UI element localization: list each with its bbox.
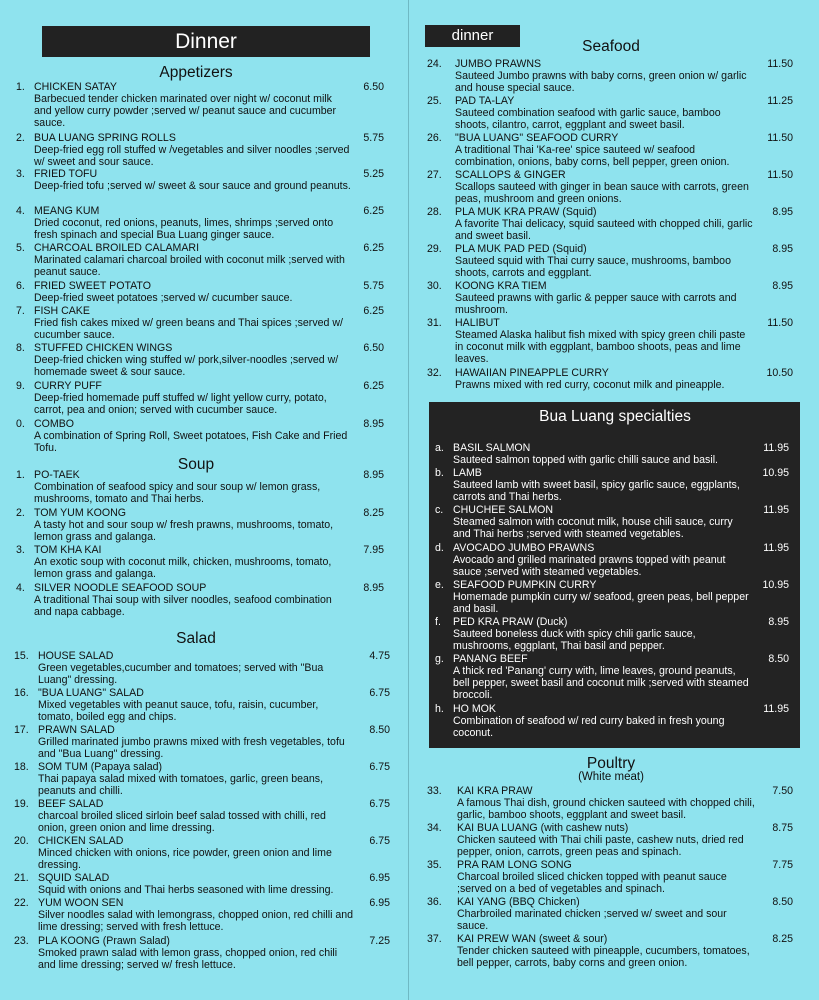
menu-item-price: 11.95 [763, 542, 789, 554]
menu-item [435, 542, 789, 578]
menu-item-name: KAI KRA PRAW [457, 785, 533, 797]
menu-item [14, 897, 390, 933]
menu-item-number: 5. [16, 242, 25, 254]
menu-item-name: KAI BUA LUANG (with cashew nuts) [457, 822, 629, 834]
menu-item-price: 8.95 [772, 280, 793, 292]
menu-item [16, 469, 384, 505]
menu-item-description: Steamed Alaska halibut fish mixed with spicy green chili paste in coconut milk with eggplant, bamboo shoots, peas and lime leaves. [455, 329, 746, 366]
menu-item-name: SEAFOOD PUMPKIN CURRY [453, 579, 597, 591]
menu-item [14, 761, 390, 797]
menu-item-number: 22. [14, 897, 29, 909]
menu-item-name: "BUA LUANG" SEAFOOD CURRY [455, 132, 619, 144]
menu-item-number: c. [435, 504, 444, 516]
menu-item-name: CHICKEN SATAY [34, 81, 117, 93]
menu-item-description: A combination of Spring Roll, Sweet potatoes, Fish Cake and Fried Tofu. [34, 430, 348, 455]
menu-item-price: 5.75 [363, 132, 384, 144]
menu-item-number: 27. [427, 169, 442, 181]
menu-item [427, 280, 793, 316]
menu-item-name: KOONG KRA TIEM [455, 280, 547, 292]
section-title-seafood: Seafood [582, 38, 640, 55]
menu-item-name: BEEF SALAD [38, 798, 104, 810]
menu-item [16, 418, 384, 454]
menu-item-description: Thai papaya salad mixed with tomatoes, garlic, green beans, peanuts and chilli. [38, 773, 324, 798]
specialties-box [429, 402, 800, 748]
menu-item [427, 132, 793, 168]
menu-item-description: Prawns mixed with red curry, coconut milk and pineapple. [455, 379, 725, 391]
menu-item-description: Mixed vegetables with peanut sauce, tofu, raisin, cucumber, tomato, boiled egg and chips. [38, 699, 319, 724]
menu-item [427, 859, 793, 895]
menu-item-price: 11.95 [763, 442, 789, 454]
menu-item [14, 687, 390, 723]
section-title-salad: Salad [176, 630, 216, 647]
menu-item-number: 3. [16, 544, 25, 556]
menu-item-description: Green vegetables,cucumber and tomatoes; served with "Bua Luang" dressing. [38, 662, 324, 687]
menu-item-name: BASIL SALMON [453, 442, 531, 454]
menu-item-price: 6.75 [369, 687, 390, 699]
menu-item-number: 21. [14, 872, 29, 884]
poultry-subtitle: (White meat) [578, 771, 644, 783]
menu-item-price: 8.50 [772, 896, 793, 908]
menu-item [435, 653, 789, 702]
menu-item-number: 3. [16, 168, 25, 180]
menu-item-description: Marinated calamari charcoal broiled with coconut milk ;served with peanut sauce. [34, 254, 345, 279]
menu-item-description: Squid with onions and Thai herbs seasoned with lime dressing. [38, 884, 334, 896]
right-column [408, 0, 819, 1000]
menu-item [435, 467, 789, 503]
menu-item-description: Combination of seafood w/ red curry baked in fresh young coconut. [453, 715, 725, 740]
menu-item-price: 8.75 [772, 822, 793, 834]
menu-item-description: Deep-fried tofu ;served w/ sweet & sour sauce and ground peanuts. [34, 180, 351, 192]
menu-item-name: TOM KHA KAI [34, 544, 102, 556]
menu-item [435, 703, 789, 739]
menu-item-name: LAMB [453, 467, 482, 479]
menu-item-description: A favorite Thai delicacy, squid sauteed with chopped chili, garlic and sweet basil. [455, 218, 753, 243]
poultry-title: Poultry [586, 755, 636, 772]
menu-item-name: PRA RAM LONG SONG [457, 859, 572, 871]
menu-item-name: PAD TA-LAY [455, 95, 515, 107]
menu-item-price: 8.95 [768, 616, 789, 628]
menu-item-name: HO MOK [453, 703, 496, 715]
menu-item-price: 8.95 [772, 206, 793, 218]
menu-item-price: 10.95 [762, 579, 789, 591]
menu-item-description: Deep-fried chicken wing stuffed w/ pork,silver-noodles ;served w/ homemade sweet & sour sauce. [34, 354, 339, 379]
menu-item-price: 10.50 [766, 367, 793, 379]
menu-item-description: An exotic soup with coconut milk, chicken, mushrooms, tomato, lemon grass and galanga. [34, 556, 332, 581]
menu-item-name: PRAWN SALAD [38, 724, 115, 736]
menu-item-number: e. [435, 579, 444, 591]
menu-item-price: 7.25 [369, 935, 390, 947]
menu-item-number: 37. [427, 933, 442, 945]
menu-item [427, 367, 793, 403]
menu-item-number: 35. [427, 859, 442, 871]
menu-item-price: 6.50 [363, 81, 384, 93]
menu-item [16, 582, 384, 618]
menu-item [14, 650, 390, 686]
menu-item-number: 20. [14, 835, 29, 847]
menu-item-description: A famous Thai dish, ground chicken sauteed with chopped chili, garlic, bamboo shoots, eggplant and sweet basil. [457, 797, 755, 822]
menu-item-number: 23. [14, 935, 29, 947]
menu-item-name: YUM WOON SEN [38, 897, 124, 909]
menu-item-price: 6.75 [369, 798, 390, 810]
menu-item-number: 4. [16, 205, 25, 217]
menu-item-description: Barbecued tender chicken marinated over night w/ coconut milk and yellow curry powder ;served w/ peanut sauce and cucumber sauce. [34, 93, 337, 130]
menu-item-price: 7.75 [772, 859, 793, 871]
menu-item-number: 24. [427, 58, 442, 70]
page-banner: Dinner [42, 26, 370, 57]
menu-item-price: 10.95 [762, 467, 789, 479]
menu-item-name: SILVER NOODLE SEAFOOD SOUP [34, 582, 207, 594]
menu-item-price: 6.75 [369, 761, 390, 773]
menu-item-name: BUA LUANG SPRING ROLLS [34, 132, 176, 144]
left-column [0, 0, 408, 1000]
menu-item [427, 933, 793, 969]
menu-item-name: SCALLOPS & GINGER [455, 169, 566, 181]
menu-item-number: 30. [427, 280, 442, 292]
menu-item-number: 32. [427, 367, 442, 379]
menu-item-name: SOM TUM (Papaya salad) [38, 761, 163, 773]
menu-item-description: Sauteed prawns with garlic & pepper sauce with carrots and mushroom. [455, 292, 737, 317]
menu-item-description: A traditional Thai soup with silver noodles, seafood combination and napa cabbage. [34, 594, 332, 619]
menu-item-description: Chicken sauteed with Thai chili paste, cashew nuts, dried red pepper, onion, carrots, green peas and spinach. [457, 834, 744, 859]
menu-item [435, 579, 789, 615]
menu-item-price: 4.75 [369, 650, 390, 662]
menu-item-price: 11.25 [767, 95, 793, 107]
menu-item [435, 616, 789, 652]
menu-item-description: Deep-fried sweet potatoes ;served w/ cucumber sauce. [34, 292, 293, 304]
menu-item-name: FISH CAKE [34, 305, 90, 317]
menu-item-name: JUMBO PRAWNS [455, 58, 542, 70]
menu-item-number: 31. [427, 317, 442, 329]
menu-item [427, 317, 793, 366]
menu-item-price: 6.75 [369, 835, 390, 847]
menu-item-price: 8.95 [363, 582, 384, 594]
menu-item-name: FRIED SWEET POTATO [34, 280, 151, 292]
menu-item-number: 34. [427, 822, 442, 834]
page-tab: dinner [425, 25, 520, 47]
menu-item-price: 7.50 [772, 785, 793, 797]
menu-item [16, 205, 384, 241]
menu-item-number: 6. [16, 280, 25, 292]
menu-item-name: PO-TAEK [34, 469, 80, 481]
menu-item [16, 507, 384, 543]
menu-item-number: 17. [14, 724, 29, 736]
menu-item-name: CHUCHEE SALMON [453, 504, 554, 516]
menu-item [14, 935, 390, 971]
menu-item-description: Homemade pumpkin curry w/ seafood, green peas, bell pepper and basil. [453, 591, 749, 616]
menu-item-name: PED KRA PRAW (Duck) [453, 616, 568, 628]
menu-item-name: CURRY PUFF [34, 380, 102, 392]
menu-item [16, 380, 384, 416]
menu-item-description: Deep-fried egg roll stuffed w /vegetables and silver noodles ;served w/ sweet and sour sauce. [34, 144, 350, 169]
menu-item-number: 26. [427, 132, 442, 144]
menu-item-number: g. [435, 653, 444, 665]
menu-item-price: 8.25 [772, 933, 793, 945]
menu-item-number: 28. [427, 206, 442, 218]
menu-item-description: A thick red 'Panang' curry with, lime leaves, ground peanuts, bell pepper, sweet basil and coconut milk ;served with steamed broccoli. [453, 665, 749, 702]
menu-item-price: 8.95 [363, 469, 384, 481]
menu-item-description: Charcoal broiled sliced chicken topped with peanut sauce ;served on a bed of vegetables and spinach. [457, 871, 727, 896]
menu-item-name: PLA MUK PAD PED (Squid) [455, 243, 587, 255]
menu-item-price: 6.25 [363, 205, 384, 217]
menu-item-price: 8.95 [363, 418, 384, 430]
menu-item-description: Avocado and grilled marinated prawns topped with peanut sauce ;served with steamed vegetables. [453, 554, 726, 579]
menu-item-price: 11.50 [767, 58, 793, 70]
menu-item-price: 8.25 [363, 507, 384, 519]
menu-item-number: 15. [14, 650, 29, 662]
menu-item-description: Grilled marinated jumbo prawns mixed with fresh vegetables, tofu and "Bua Luang" dressing. [38, 736, 345, 761]
menu-item-number: 16. [14, 687, 29, 699]
menu-item-number: 9. [16, 380, 25, 392]
menu-item [16, 342, 384, 378]
menu-item-price: 6.25 [363, 242, 384, 254]
menu-item-name: HOUSE SALAD [38, 650, 114, 662]
menu-item-price: 7.95 [363, 544, 384, 556]
menu-item-number: 36. [427, 896, 442, 908]
menu-item-description: Deep-fried homemade puff stuffed w/ light yellow curry, potato, carrot, pea and onion; served with cucumber sauce. [34, 392, 327, 417]
menu-item-number: 0. [16, 418, 25, 430]
menu-item-name: HAWAIIAN PINEAPPLE CURRY [455, 367, 609, 379]
menu-item [427, 169, 793, 205]
menu-item-price: 8.95 [772, 243, 793, 255]
menu-item-name: COMBO [34, 418, 75, 430]
menu-item-number: h. [435, 703, 444, 715]
menu-item [16, 132, 384, 168]
menu-item-number: 8. [16, 342, 25, 354]
menu-item [14, 835, 390, 871]
menu-item-number: 18. [14, 761, 29, 773]
menu-item-price: 5.25 [363, 168, 384, 180]
menu-item-number: 1. [16, 469, 25, 481]
menu-item-description: Steamed salmon with coconut milk, house chili sauce, curry and Thai herbs ;served with steamed vegetables. [453, 516, 733, 541]
menu-item-description: Charbroiled marinated chicken ;served w/ sweet and sour sauce. [457, 908, 727, 933]
menu-item-price: 6.25 [363, 380, 384, 392]
menu-item-number: 2. [16, 507, 25, 519]
menu-item-number: 29. [427, 243, 442, 255]
menu-item-number: 1. [16, 81, 25, 93]
menu-item [427, 785, 793, 821]
menu-item-description: Scallops sauteed with ginger in bean sauce with carrots, green peas, mushroom and green onions. [455, 181, 749, 206]
menu-item-description: Sauteed salmon topped with garlic chilli sauce and basil. [453, 454, 718, 466]
menu-item-description: Sauteed squid with Thai curry sauce, mushrooms, bamboo shoots, carrots and eggplant. [455, 255, 731, 280]
menu-item-name: SQUID SALAD [38, 872, 110, 884]
menu-item-number: a. [435, 442, 444, 454]
menu-item-description: Sauteed combination seafood with garlic sauce, bamboo shoots, cilantro, carrot, eggplant and sweet basil. [455, 107, 721, 132]
menu-item-price: 11.95 [763, 703, 789, 715]
menu-item-price: 11.95 [763, 504, 789, 516]
menu-item-name: CHARCOAL BROILED CALAMARI [34, 242, 200, 254]
menu-item-number: f. [435, 616, 441, 628]
menu-item-price: 6.95 [369, 897, 390, 909]
menu-item-description: Silver noodles salad with lemongrass, chopped onion, red chilli and lime dressing; served with fresh lettuce. [38, 909, 354, 934]
menu-item [435, 504, 789, 540]
menu-item-name: HALIBUT [455, 317, 500, 329]
menu-item-name: MEANG KUM [34, 205, 100, 217]
menu-item-number: 25. [427, 95, 442, 107]
menu-item-number: d. [435, 542, 444, 554]
menu-item-name: CHICKEN SALAD [38, 835, 124, 847]
menu-item-description: A tasty hot and sour soup w/ fresh prawns, mushrooms, tomato, lemon grass and galanga. [34, 519, 334, 544]
menu-item [427, 95, 793, 131]
section-title-appetizers: Appetizers [159, 64, 233, 81]
menu-item [427, 243, 793, 279]
menu-item-price: 11.50 [767, 132, 793, 144]
menu-item-name: KAI PREW WAN (sweet & sour) [457, 933, 608, 945]
menu-item-description: A traditional Thai 'Ka-ree' spice sauteed w/ seafood combination, onions, baby corns, bell pepper, green onion. [455, 144, 730, 169]
menu-item-name: FRIED TOFU [34, 168, 98, 180]
menu-item-description: Minced chicken with onions, rice powder, green onion and lime dressing. [38, 847, 332, 872]
menu-item [16, 81, 384, 130]
menu-item [16, 544, 384, 580]
menu-item-number: 19. [14, 798, 29, 810]
menu-item-price: 8.50 [369, 724, 390, 736]
menu-item-price: 8.50 [768, 653, 789, 665]
menu-item-name: PANANG BEEF [453, 653, 528, 665]
menu-item-name: PLA KOONG (Prawn Salad) [38, 935, 170, 947]
menu-item-description: Tender chicken sauteed with pineapple, cucumbers, tomatoes, bell pepper, carrots, baby corns and green onion. [457, 945, 750, 970]
menu-item [16, 168, 384, 204]
menu-item-description: Sauteed boneless duck with spicy chili garlic sauce, mushrooms, eggplant, Thai basil and pepper. [453, 628, 696, 653]
menu-item-number: 4. [16, 582, 25, 594]
menu-item-name: "BUA LUANG" SALAD [38, 687, 144, 699]
menu-item-price: 6.25 [363, 305, 384, 317]
menu-item-price: 11.50 [767, 317, 793, 329]
menu-item-description: charcoal broiled sliced sirloin beef salad tossed with chilli, red onion, green onion and lime dressing. [38, 810, 326, 835]
menu-item-name: STUFFED CHICKEN WINGS [34, 342, 173, 354]
menu-item-price: 6.95 [369, 872, 390, 884]
menu-item [16, 242, 384, 278]
menu-item [14, 798, 390, 834]
menu-item-number: 33. [427, 785, 442, 797]
menu-item-name: TOM YUM KOONG [34, 507, 127, 519]
menu-item-number: b. [435, 467, 444, 479]
menu-item-description: Smoked prawn salad with lemon grass, chopped onion, red chili and lime dressing; served w/ fresh lettuce. [38, 947, 338, 972]
menu-item-name: KAI YANG (BBQ Chicken) [457, 896, 580, 908]
menu-item-price: 5.75 [363, 280, 384, 292]
menu-item-number: 7. [16, 305, 25, 317]
menu-item-description: Sauteed Jumbo prawns with baby corns, green onion w/ garlic and house special sauce. [455, 70, 747, 95]
menu-item-description: Dried coconut, red onions, peanuts, limes, shrimps ;served onto fresh spinach and special Bua Luang ginger sauce. [34, 217, 334, 242]
menu-item [427, 896, 793, 932]
section-title-soup: Soup [177, 456, 215, 473]
menu-item [427, 206, 793, 242]
section-title-poultry [461, 755, 761, 783]
menu-item-description: Sauteed lamb with sweet basil, spicy garlic sauce, eggplants, carrots and Thai herbs. [453, 479, 740, 504]
menu-item-name: PLA MUK KRA PRAW (Squid) [455, 206, 597, 218]
menu-item [427, 58, 793, 94]
menu-item-description: Combination of seafood spicy and sour soup w/ lemon grass, mushrooms, tomato and Thai herbs. [34, 481, 321, 506]
menu-item-price: 11.50 [767, 169, 793, 181]
menu-item-description: Fried fish cakes mixed w/ green beans and Thai spices ;served w/ cucumber sauce. [34, 317, 343, 342]
menu-item [14, 724, 390, 760]
menu-item-price: 6.50 [363, 342, 384, 354]
section-title-specialties: Bua Luang specialties [539, 408, 691, 425]
menu-item-name: AVOCADO JUMBO PRAWNS [453, 542, 595, 554]
menu-item [16, 305, 384, 341]
menu-item-number: 2. [16, 132, 25, 144]
menu-item [427, 822, 793, 858]
